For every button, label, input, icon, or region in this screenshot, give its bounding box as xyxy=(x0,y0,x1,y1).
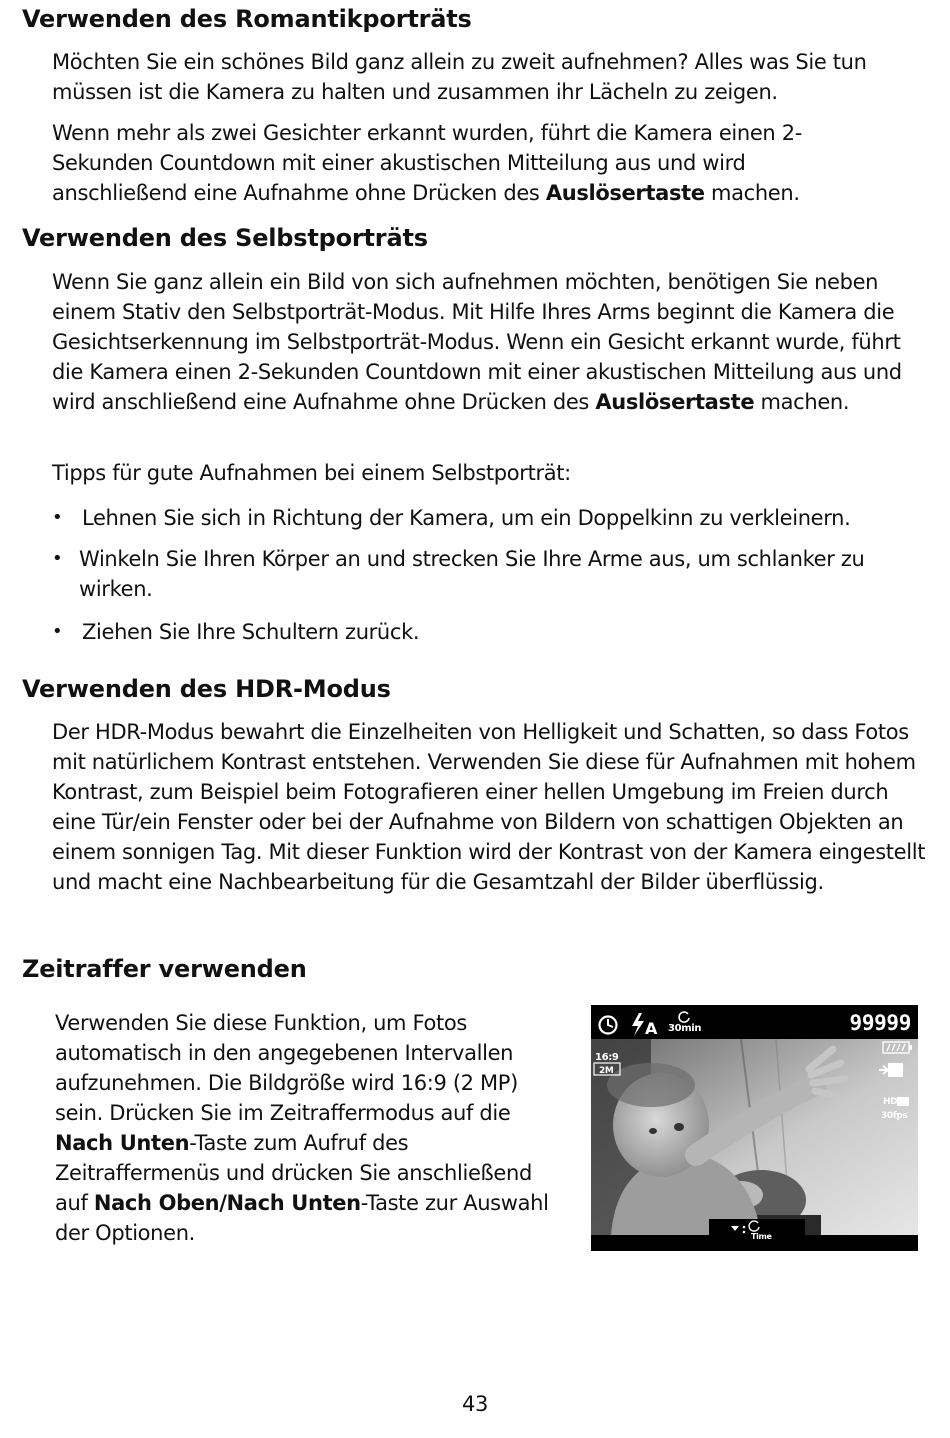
page-number: 43 xyxy=(461,1392,489,1416)
frame-rate-label: 30fps xyxy=(881,1111,908,1121)
up-down-button-term: Nach Oben/Nach Unten xyxy=(93,1191,361,1215)
heading-hdr-mode: Verwenden des HDR-Modus xyxy=(22,675,391,703)
bullet-icon: • xyxy=(52,621,63,642)
svg-text:A: A xyxy=(645,1019,658,1038)
interval-label: 30min xyxy=(668,1023,702,1034)
aspect-ratio-label: 16:9 xyxy=(595,1052,619,1063)
camera-lcd-screenshot xyxy=(591,1005,918,1251)
shutter-button-term: Auslösertaste xyxy=(595,390,755,414)
shutter-button-term: Auslösertaste xyxy=(545,181,705,205)
self-portrait-description: Wenn Sie ganz allein ein Bild von sich aufnehmen möchten, benötigen Sie neben einem Stativ den Selbstporträt-Modus. Mit Hilfe Ihres Arms beginnt die Kamera die Gesichtserkennung im Selbstporträt-Modus. Wenn ein Gesicht erkannt wurde, führt die Kamera einen 2-Sekunden Countdown mit einer akustischen Mitteilung aus und wird anschließend eine Aufnahme ohne Drücken des Auslösertaste machen. xyxy=(52,270,902,414)
bullet-icon: • xyxy=(52,507,63,528)
tip-text: Ziehen Sie Ihre Schultern zurück. xyxy=(82,620,420,644)
down-button-term: Nach Unten xyxy=(55,1131,190,1155)
heading-timelapse: Zeitraffer verwenden xyxy=(22,955,307,983)
bullet-icon: • xyxy=(52,548,63,569)
self-portrait-tips-intro: Tipps für gute Aufnahmen bei einem Selbstporträt: xyxy=(52,461,571,485)
romantic-portrait-countdown: Wenn mehr als zwei Gesichter erkannt wurden, führt die Kamera einen 2-Sekunden Countdown mit einer akustischen Mitteilung aus und wird anschließend eine Aufnahme ohne Drücken des Auslösertaste machen. xyxy=(52,121,802,205)
bottom-hint-label: Time xyxy=(751,1232,772,1241)
tip-text: Winkeln Sie Ihren Körper an und strecken Sie Ihre Arme aus, um schlanker zu wirken. xyxy=(79,547,865,601)
video-quality-label: HD xyxy=(883,1097,898,1107)
romantic-portrait-intro: Möchten Sie ein schönes Bild ganz allein zu zweit aufnehmen? Alles was Sie tun müssen ist die Kamera zu halten und zusammen ihr Lächeln zu zeigen. xyxy=(52,50,867,104)
hdr-description: Der HDR-Modus bewahrt die Einzelheiten von Helligkeit und Schatten, so dass Fotos mit natürlichem Kontrast entstehen. Verwenden Sie diese für Aufnahmen mit hohem Kontrast, zum Beispiel beim Fotografieren einer hellen Umgebung im Freien durch eine Tür/ein Fenster oder bei der Aufnahme von Bildern von schattigen Objekten an einem sonnigen Tag. Mit dieser Funktion wird der Kontrast von der Kamera eingestellt und macht eine Nachbearbeitung für die Gesamtzahl der Bilder überflüssig. xyxy=(52,720,926,894)
timelapse-description: Verwenden Sie diese Funktion, um Fotos automatisch in den angegebenen Intervallen aufzunehmen. Die Bildgröße wird 16:9 (2 MP) sein. Drücken Sie im Zeitraffermodus auf die Nach Unten-Taste zum Aufruf des Zeitraffermenüs und drücken Sie anschließend auf Nach Oben/Nach Unten-Taste zur Auswahl der Optionen. xyxy=(55,1011,549,1245)
tip-text: Lehnen Sie sich in Richtung der Kamera, um ein Doppelkinn zu verkleinern. xyxy=(82,506,851,530)
heading-self-portrait: Verwenden des Selbstporträts xyxy=(22,224,428,252)
heading-romantic-portrait: Verwenden des Romantikporträts xyxy=(22,5,472,33)
shots-remaining: 99999 xyxy=(849,1011,911,1035)
image-size-label: 2M xyxy=(599,1066,614,1076)
